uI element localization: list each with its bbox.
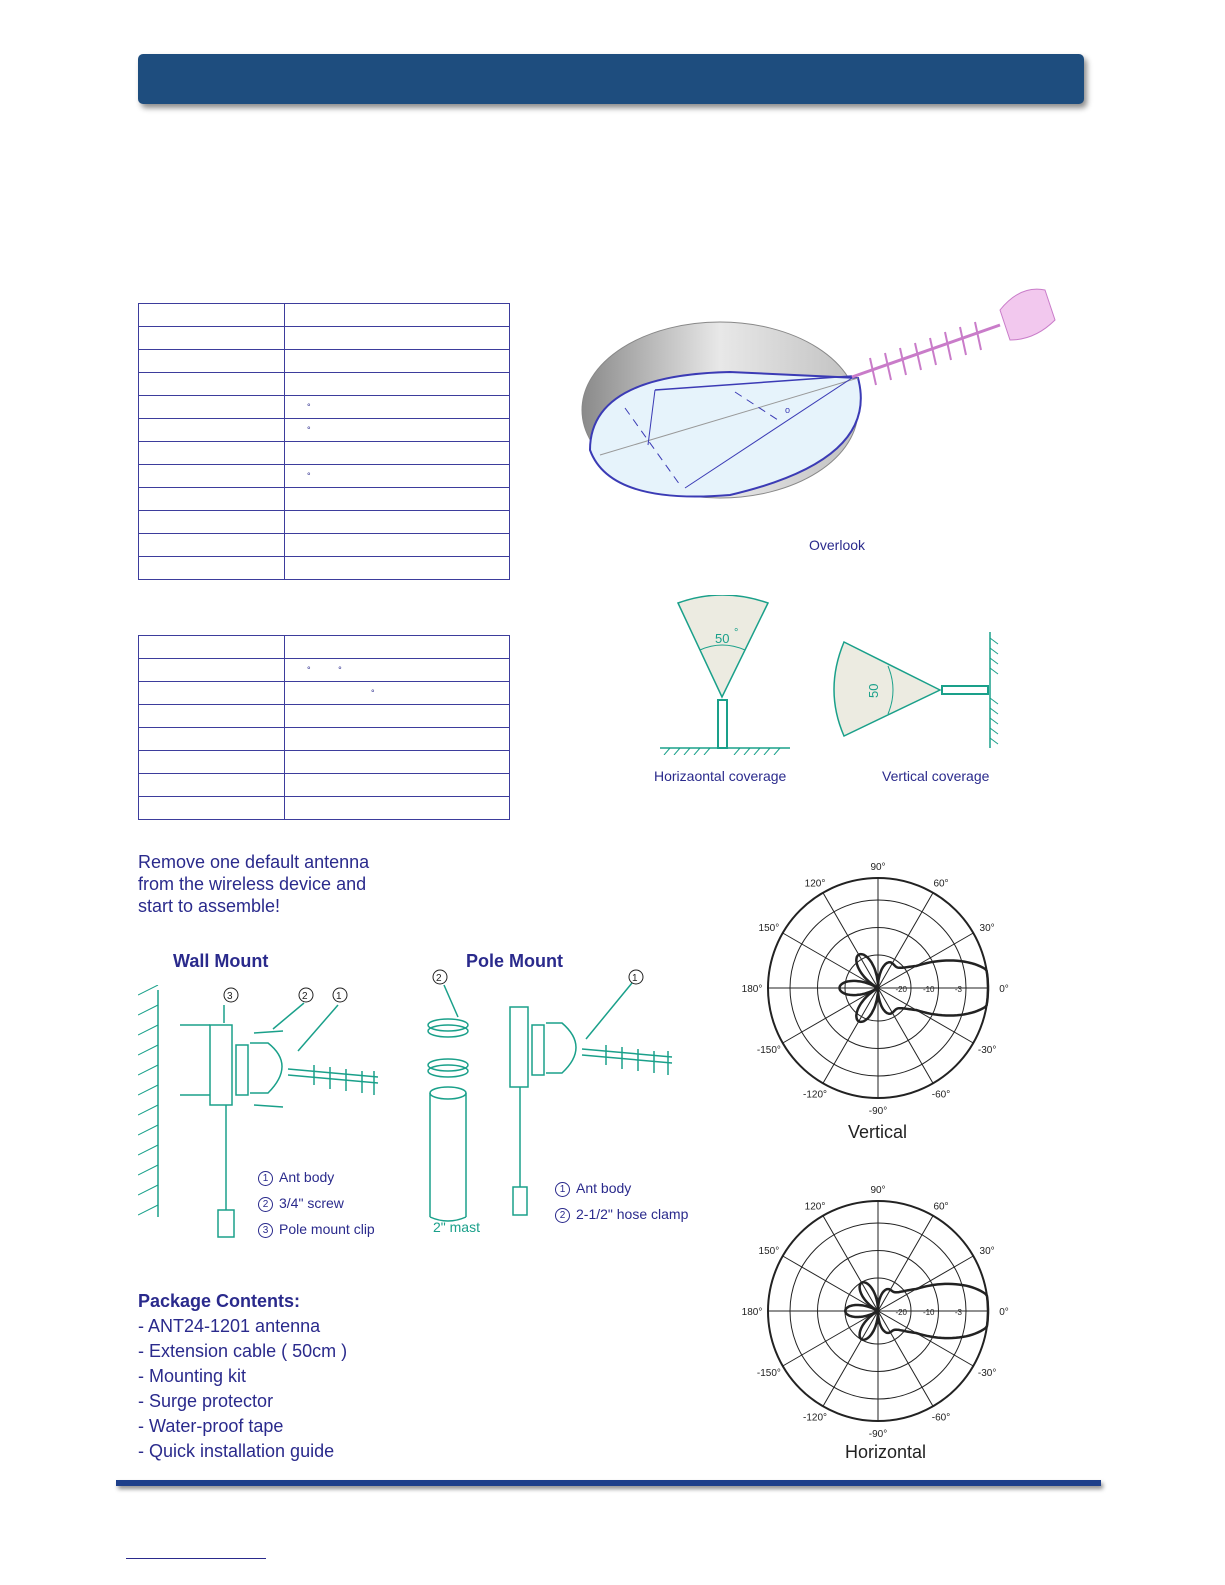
table-row	[139, 557, 510, 580]
legend-label: 2-1/2" hose clamp	[576, 1206, 689, 1222]
vertical-polar-chart	[742, 862, 1014, 1122]
vertical-polar-caption: Vertical	[848, 1122, 908, 1142]
svg-text:3: 3	[227, 991, 233, 1002]
polar-angle-label: -30°	[977, 1045, 997, 1056]
horizontal-polar-chart	[742, 1185, 1014, 1445]
table-row: °	[139, 419, 510, 442]
svg-text:o: o	[785, 405, 791, 415]
polar-angle-label: -150°	[756, 1368, 781, 1379]
package-item: - Water-proof tape	[138, 1416, 284, 1436]
package-item: - ANT24-1201 antenna	[138, 1316, 321, 1336]
table-row: ° °	[139, 659, 510, 682]
legend-number: 1	[555, 1182, 570, 1197]
table-row	[139, 488, 510, 511]
table-row	[139, 511, 510, 534]
spec-table-1	[138, 303, 510, 580]
svg-text:2: 2	[302, 991, 308, 1002]
polar-angle-label: 90°	[870, 1185, 886, 1196]
table-row	[139, 774, 510, 797]
polar-angle-label: -90°	[868, 1429, 888, 1440]
polar-angle-label: 150°	[758, 1246, 780, 1257]
polar-ring-label: -10	[922, 1308, 935, 1317]
table-row	[139, 442, 510, 465]
polar-angle-label: -120°	[802, 1089, 828, 1101]
horizontal-coverage-caption: Horizaontal coverage	[654, 768, 787, 784]
legend-number: 1	[258, 1171, 273, 1186]
table-row	[139, 751, 510, 774]
legend-number: 3	[258, 1223, 273, 1238]
table-row	[139, 636, 510, 659]
polar-angle-label: -30°	[977, 1368, 997, 1379]
package-item: - Extension cable ( 50cm )	[138, 1341, 348, 1361]
polar-angle-label: 90°	[870, 862, 886, 873]
intro-line: from the wireless device and	[138, 874, 367, 894]
legend-label: Ant body	[279, 1169, 335, 1185]
pole-mount-legend	[555, 1175, 688, 1227]
table-row	[139, 304, 510, 327]
intro-line: start to assemble!	[138, 896, 281, 916]
legend-item	[258, 1164, 375, 1190]
table-row: °	[139, 465, 510, 488]
header-bar	[138, 54, 1084, 104]
legend-item	[258, 1190, 375, 1216]
package-item: - Mounting kit	[138, 1366, 247, 1386]
overlook-caption: Overlook	[809, 537, 866, 553]
mast-label: 2" mast	[433, 1219, 480, 1235]
spec-table-2	[138, 635, 510, 820]
polar-angle-label: 30°	[979, 1246, 995, 1257]
legend-number: 2	[258, 1197, 273, 1212]
package-item: - Surge protector	[138, 1391, 274, 1411]
table-row: °	[139, 682, 510, 705]
table-row	[139, 797, 510, 820]
package-title: Package Contents:	[138, 1291, 301, 1311]
polar-angle-label: 0°	[999, 1307, 1009, 1318]
legend-label: 3/4" screw	[279, 1195, 344, 1211]
wall-mount-title: Wall Mount	[173, 951, 269, 971]
polar-angle-label: -60°	[931, 1412, 951, 1424]
svg-text:2: 2	[436, 973, 442, 984]
table-row	[139, 728, 510, 751]
legend-item	[555, 1201, 688, 1227]
legend-item	[555, 1175, 688, 1201]
polar-ring-label: -20	[895, 1308, 907, 1317]
polar-angle-label: 120°	[804, 878, 826, 890]
polar-angle-label: 60°	[933, 1201, 949, 1213]
table-row	[139, 705, 510, 728]
horizontal-polar-caption: Horizontal	[845, 1442, 927, 1462]
intro-text	[138, 851, 369, 917]
svg-text:1: 1	[336, 991, 342, 1002]
package-contents	[138, 1289, 347, 1464]
svg-text:1: 1	[632, 973, 638, 984]
legend-label: Ant body	[576, 1180, 632, 1196]
table-row: °	[139, 396, 510, 419]
svg-text:50: 50	[715, 631, 730, 646]
polar-ring-label: -20	[895, 985, 907, 994]
legend-number: 2	[555, 1208, 570, 1223]
legend-item	[258, 1216, 375, 1242]
polar-angle-label: -60°	[931, 1089, 951, 1101]
polar-angle-label: -90°	[868, 1106, 888, 1117]
table-row	[139, 373, 510, 396]
polar-angle-label: 180°	[742, 1307, 763, 1318]
polar-angle-label: 120°	[804, 1201, 826, 1213]
polar-angle-label: -120°	[802, 1412, 828, 1424]
polar-angle-label: 180°	[742, 984, 763, 995]
horizontal-coverage-figure	[650, 595, 810, 755]
vertical-coverage-caption: Vertical coverage	[882, 768, 990, 784]
polar-angle-label: 30°	[979, 923, 995, 934]
svg-text:°: °	[734, 627, 739, 639]
wall-mount-legend	[258, 1164, 375, 1242]
polar-ring-label: -3	[954, 1308, 962, 1317]
polar-ring-label: -3	[954, 985, 962, 994]
table-row	[139, 534, 510, 557]
polar-angle-label: 60°	[933, 878, 949, 890]
polar-angle-label: -150°	[756, 1045, 781, 1056]
table-row	[139, 350, 510, 373]
svg-text:50: 50	[866, 683, 881, 698]
polar-ring-label: -10	[922, 985, 935, 994]
package-item: - Quick installation guide	[138, 1441, 335, 1461]
legend-label: Pole mount clip	[279, 1221, 375, 1237]
polar-angle-label: 0°	[999, 984, 1009, 995]
footer-bar	[116, 1480, 1101, 1486]
table-row	[139, 327, 510, 350]
intro-line: Remove one default antenna	[138, 852, 370, 872]
footer-link[interactable]	[126, 1558, 266, 1559]
overlook-figure	[580, 280, 1060, 530]
polar-angle-label: 150°	[758, 923, 780, 934]
vertical-coverage-figure	[830, 628, 1010, 756]
pole-mount-title: Pole Mount	[466, 951, 563, 971]
